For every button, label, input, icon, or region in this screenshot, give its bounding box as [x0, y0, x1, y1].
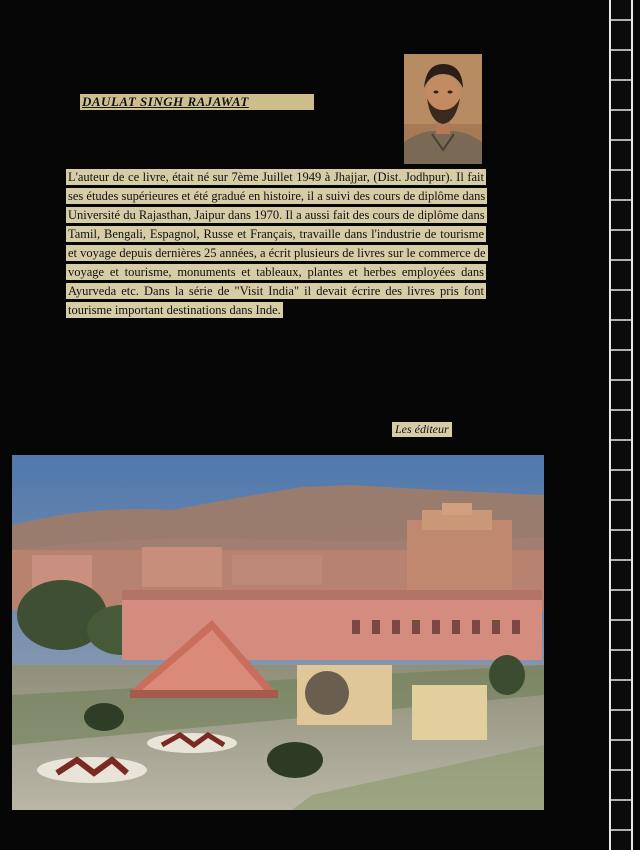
author-biography — [66, 168, 486, 320]
biography-text: L'auteur de ce livre, était né sur 7ème Juillet 1949 à Jhajjar, (Dist. Jodhpur). Il fait ses études supérieures et été gradué en histoire, il a suivi des cours de diplôme dans Université du Rajasthan, Jaipur dans 1970. Il a aussi fait des cours de diplôme dans Tamil, Bengali, Espagnol, Russe et Français, travaille dans l'industrie de tourisme et voyage depuis dernières 25 années, a écrit plusieurs de livres sur le commerce de voyage et tourisme, monuments et tableaux, plantes et herbes employées dans Ayurveda etc. Dans la série de "Visit India" il devait écrire des livres pris font tourisme important destinations dans Inde. — [68, 170, 486, 317]
author-name: DAULAT SINGH RAJAWAT — [80, 94, 314, 110]
torn-edge-strip — [606, 0, 636, 850]
jantar-mantar-photo — [12, 455, 544, 810]
author-portrait — [404, 54, 482, 164]
publisher-signature: Les éditeur — [392, 422, 452, 437]
